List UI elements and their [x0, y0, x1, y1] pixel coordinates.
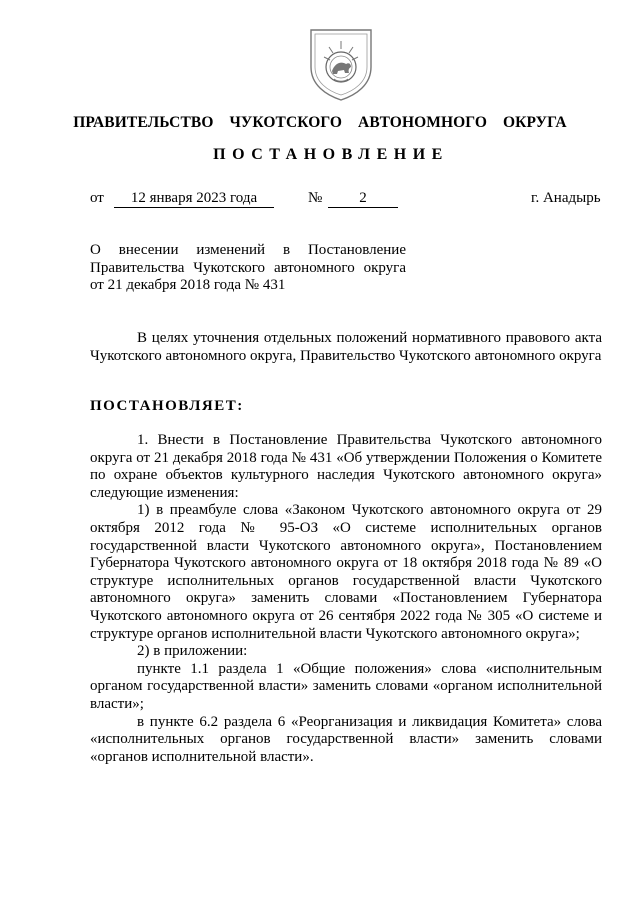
decree-title: ПОСТАНОВЛЕНИЕ — [213, 146, 449, 163]
government-title: ПРАВИТЕЛЬСТВО ЧУКОТСКОГО АВТОНОМНОГО ОКРУГА — [73, 114, 567, 131]
coat-of-arms-emblem-icon — [308, 27, 374, 103]
body-paragraph: пункте 1.1 раздела 1 «Общие положения» слова «исполнительным органом государственной власти» заменить словами «органом исполнительной власти»; — [90, 660, 602, 712]
preamble-text: В целях уточнения отдельных положений нормативного правового акта Чукотского автономного округа, Правительство Чукотского автономного округа — [90, 330, 602, 364]
city-name: г. Анадырь — [531, 190, 601, 206]
decree-body — [90, 432, 602, 766]
subject-line: О внесении изменений в Постановление — [90, 242, 406, 258]
from-label: от — [90, 190, 104, 206]
decree-subject — [90, 242, 406, 295]
number-label: № — [308, 190, 323, 206]
decree-number: 2 — [328, 190, 398, 208]
decree-date: 12 января 2023 года — [114, 190, 274, 208]
body-paragraph: 2) в приложении: — [137, 643, 248, 660]
body-paragraph: в пункте 6.2 раздела 6 «Реорганизация и ликвидация Комитета» слова «исполнительных органов государственной власти» заменить словами «органов исполнительной власти». — [90, 713, 602, 765]
subject-line: Правительства Чукотского автономного округа — [90, 259, 406, 276]
subject-line: от 21 декабря 2018 года № 431 — [90, 277, 286, 294]
ruling-heading: ПОСТАНОВЛЯЕТ: — [90, 398, 244, 414]
preamble — [90, 330, 602, 365]
body-paragraph: 1) в преамбуле слова «Законом Чукотского автономного округа от 29 октября 2012 года № 95-ОЗ «О системе исполнительных органов государственной власти Чукотского автономного округа», Постановлением Губернатора Чукотского автономного округа от 18 октября 2018 года № 89 «О структуре исполнительных органов государственной власти Чукотского автономного округа» заменить словами «Постановлением Губернатора Чукотского автономного округа от 26 сентября 2022 года № 305 «О системе и структуре органов исполнительной власти Чукотского автономного округа»; — [90, 502, 602, 642]
body-paragraph: 1. Внести в Постановление Правительства Чукотского автономного округа от 21 декабря 2018 года № 431 «Об утверждении Положения о Комитете по охране объектов культурного наследия Чукотского автономного округа» следующие изменения: — [90, 432, 602, 501]
